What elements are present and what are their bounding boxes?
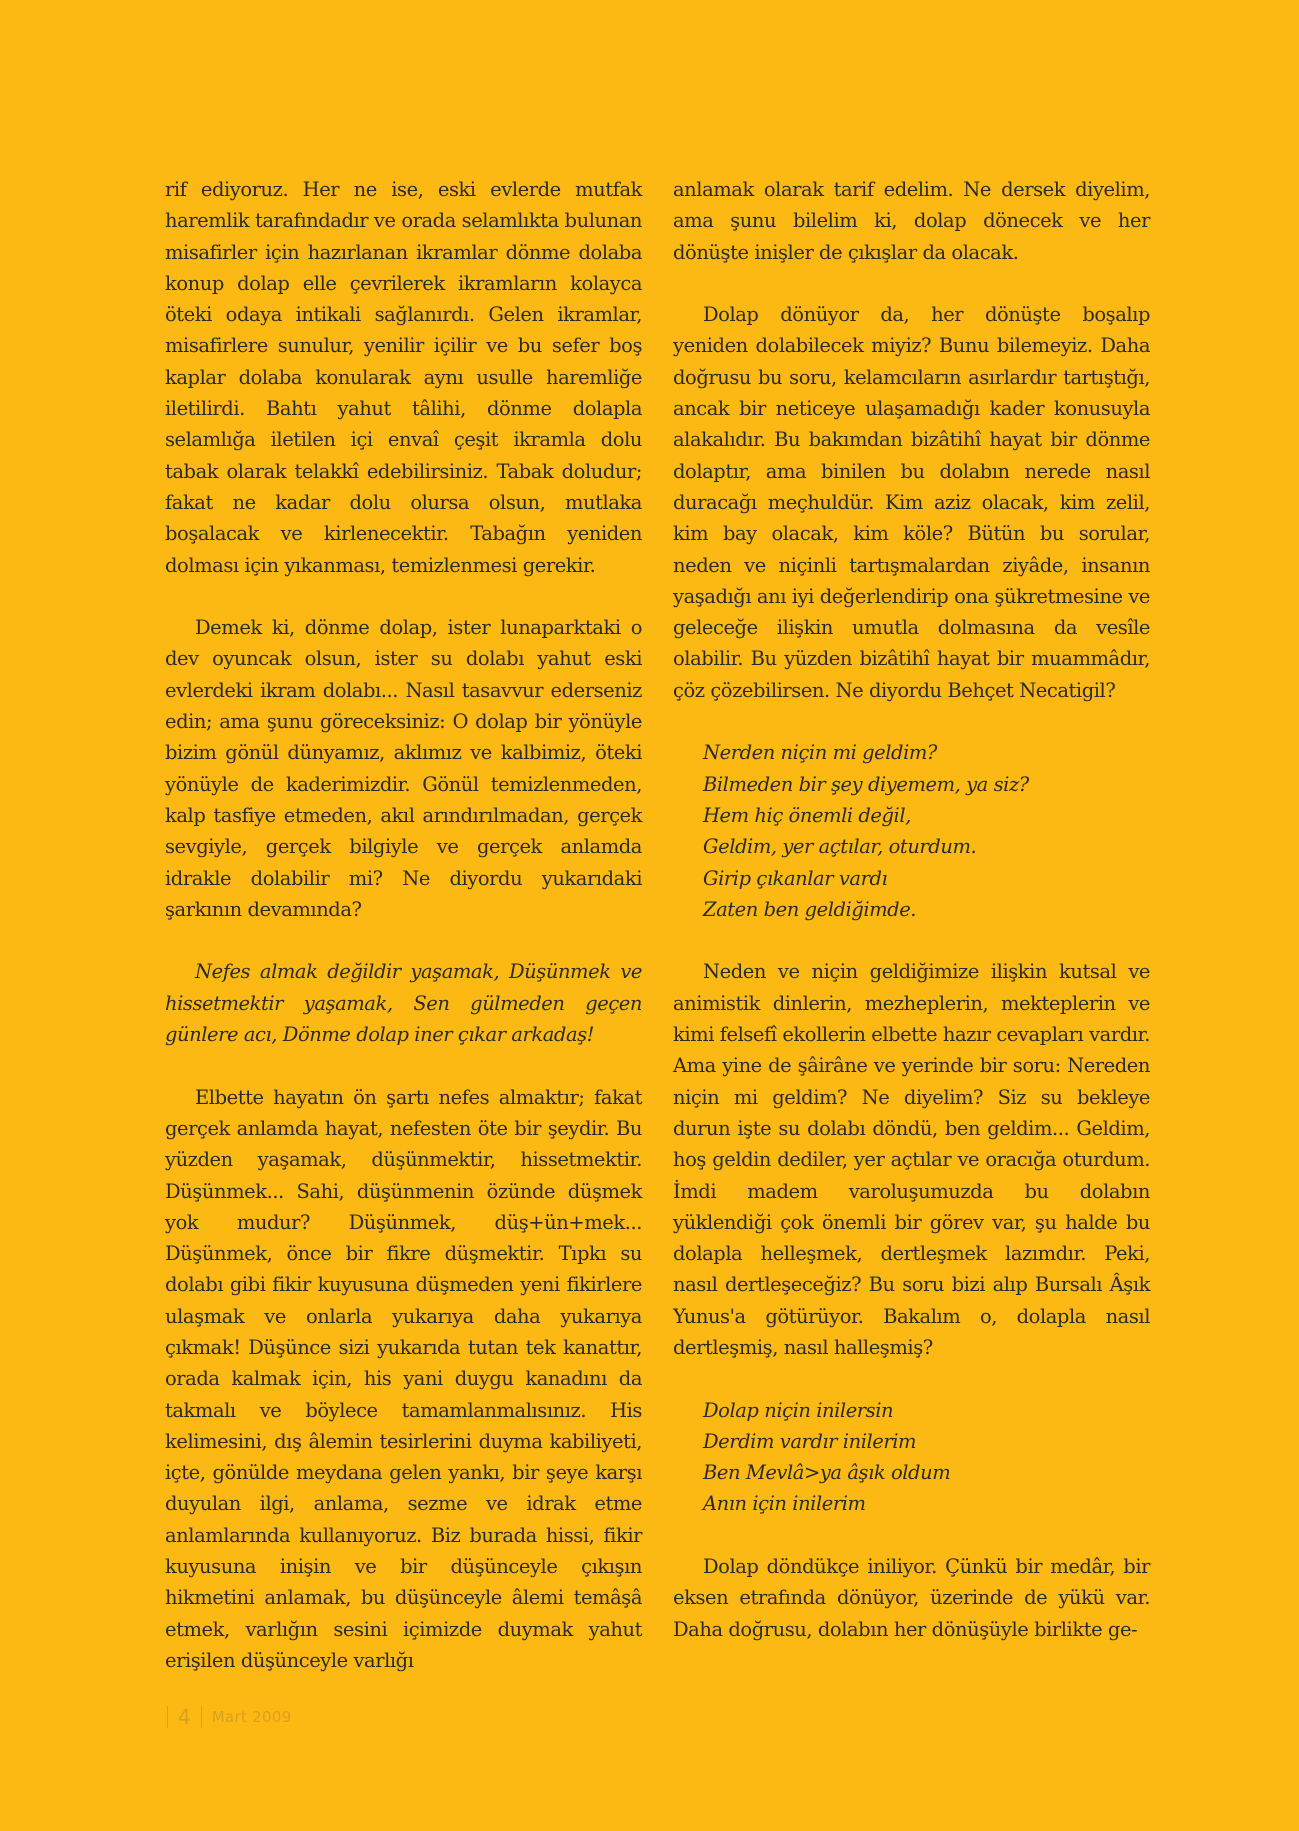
poem-necatigil	[703, 737, 1150, 925]
paragraph: Neden ve niçin geldiğimize ilişkin kutsal ve animistik dinlerin, mezheplerin, mekteplerin ve kimi felsefî ekollerin elbette hazır cevapları vardır. Ama yine de şâirâne ve yerinde bir soru: Nereden niçin mi geldim? Ne diyelim? Siz su bekleye durun işte su dolabı döndü, ben geldim... Geldim, hoş geldin dediler, yer açtılar ve oracığa oturdum. İmdi madem varoluşumuzda bu dolabın yüklendiği çok önemli bir görev var, şu halde bu dolapla helleşmek, dertleşmek lazımdır. Peki, nasıl dertleşeceğiz? Bu soru bizi alıp Bursalı Âşık Yunus'a götürüyor. Bakalım o, dolapla nasıl dertleşmiş, nasıl halleşmiş?	[673, 960, 1150, 1359]
paragraph: rif ediyoruz. Her ne ise, eski evlerde mutfak haremlik tarafındadır ve orada selamlıkta bulunan misafirler için hazırlanan ikramlar dönme dolaba konup dolap elle çevrilerek ikramların kolayca öteki odaya intikali sağlanırdı. Gelen ikramlar, misafirlere sunulur, yenilir içilir ve bu sefer boş kaplar dolaba konularak aynı usulle haremliğe iletilirdi. Bahtı yahut tâlihi, dönme dolapla selamlığa iletilen içi envaî çeşit ikramla dolu tabak olarak telakkî edebilirsiniz. Tabak doludur; fakat ne kadar dolu olursa olsun, mutlaka boşalacak ve kirlenecektir. Tabağın yeniden dolması için yıkanması, temizlenmesi gerekir.	[165, 178, 642, 577]
page-footer	[167, 1705, 292, 1729]
song-quote: Nefes almak değildir yaşamak, Düşünmek ve hissetmektir yaşamak, Sen gülmeden geçen günlere acı, Dönme dolap iner çıkar arkadaş!	[165, 960, 642, 1047]
paragraph: anlamak olarak tarif edelim. Ne dersek diyelim, ama şunu bilelim ki, dolap dönecek ve her dönüşte inişler de çıkışlar da olacak.	[673, 178, 1150, 264]
left-column	[165, 174, 642, 1708]
page-number: 4	[178, 1705, 191, 1729]
paragraph: Elbette hayatın ön şartı nefes almaktır; fakat gerçek anlamda hayat, nefesten öte bir şeydir. Bu yüzden yaşamak, düşünmektir, hissetmektir. Düşünmek... Sahi, düşünmenin özünde düşmek yok mudur? Düşünmek, düş+ün+mek... Düşünmek, önce bir fikre düşmektir. Tıpkı su dolabı gibi fikir kuyusuna düşmeden yeni fikirlere ulaşmak ve onlarla yukarıya daha yukarıya çıkmak! Düşünce sizi yukarıda tutan tek kanattır, orada kalmak için, his yani duygu kanadını da takmalı ve böylece tamamlanmalısınız. His kelimesini, dış âlemin tesirlerini duyma kabiliyeti, içte, gönülde meydana gelen yankı, bir şeye karşı duyulan ilgi, anlama, sezme ve idrak etme anlamlarında kullanıyoruz. Biz burada hissi, fikir kuyusuna inişin ve bir düşünceyle çıkışın hikmetini anlamak, bu düşünceyle âlemi temâşâ etmek, varlığın sesini içimizde duymak yahut erişilen düşünceyle varlığı	[165, 1085, 642, 1672]
paragraph: Demek ki, dönme dolap, ister lunaparktaki o dev oyuncak olsun, ister su dolabı yahut eski evlerdeki ikram dolabı... Nasıl tasavvur ederseniz edin; ama şunu göreceksiniz: O dolap bir yönüyle bizim gönül dünyamız, aklımız ve kalbimiz, öteki yönüyle de kaderimizdir. Gönül temizlenmeden, kalp tasfiye etmeden, akıl arındırılmadan, gerçek sevgiyle, gerçek bilgiyle ve gerçek anlamda idrakle dolabilir mi? Ne diyordu yukarıdaki şarkının devamında?	[165, 616, 642, 921]
poem-line: Geldim, yer açtılar, oturdum.	[703, 835, 977, 859]
poem-line: Girip çıkanlar vardı	[703, 866, 888, 890]
poem-line: Nerden niçin mi geldim?	[703, 741, 937, 765]
poem-line: Zaten ben geldiğimde.	[703, 897, 917, 921]
poem-line: Derdim vardır inilerim	[703, 1429, 917, 1453]
poem-line: Anın için inilerim	[703, 1492, 866, 1516]
poem-line: Dolap niçin inilersin	[703, 1398, 894, 1422]
poem-line: Bilmeden bir şey diyemem, ya siz?	[703, 772, 1029, 796]
footer-divider	[167, 1706, 168, 1728]
paragraph: Dolap döndükçe iniliyor. Çünkü bir medâr, bir eksen etrafında dönüyor, üzerinde de yükü var. Daha doğrusu, dolabın her dönüşüyle birlikte ge-	[673, 1555, 1150, 1641]
right-column	[673, 174, 1150, 1676]
poem-line: Hem hiç önemli değil,	[703, 803, 911, 827]
poem-yunus	[703, 1395, 1150, 1520]
footer-divider	[201, 1706, 202, 1728]
paragraph: Dolap dönüyor da, her dönüşte boşalıp yeniden dolabilecek miyiz? Bunu bilemeyiz. Daha doğrusu bu soru, kelamcıların asırlardır tartıştığı, ancak bir neticeye ulaşamadığı kader konusuyla alakalıdır. Bu bakımdan bizâtihî hayat bir dönme dolaptır, ama binilen bu dolabın nerede nasıl duracağı meçhuldür. Kim aziz olacak, kim zelil, kim bay olacak, kim köle? Bütün bu sorular, neden ve niçinli tartışmalardan ziyâde, insanın yaşadığı anı iyi değerlendirip ona şükretmesine ve geleceğe ilişkin umutla dolmasına da vesîle olabilir. Bu yüzden bizâtihî hayat bir muammâdır, çöz çözebilirsen. Ne diyordu Behçet Necatigil?	[673, 303, 1150, 702]
poem-line: Ben Mevlâ>ya âşık oldum	[703, 1461, 951, 1485]
issue-date: Mart 2009	[211, 1708, 292, 1726]
